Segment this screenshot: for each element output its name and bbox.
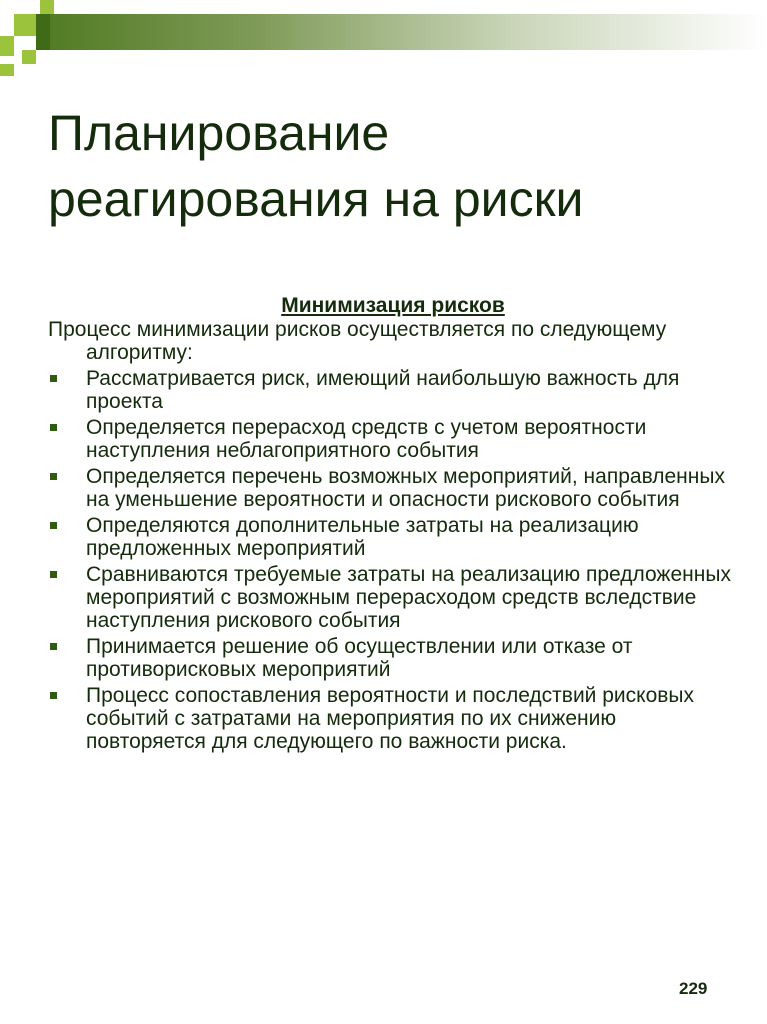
list-item bbox=[48, 367, 738, 413]
square-bullet-icon bbox=[50, 522, 57, 529]
square-bullet-icon bbox=[50, 375, 57, 382]
slide-title-line1: Планирование bbox=[48, 105, 390, 161]
square-bullet-icon bbox=[50, 643, 57, 650]
list-item bbox=[48, 416, 738, 462]
section-subheading: Минимизация рисков bbox=[281, 294, 505, 317]
list-item bbox=[48, 514, 738, 560]
square-bullet-icon bbox=[50, 571, 57, 578]
list-item-text: Сравниваются требуемые затраты на реализацию предложенных мероприятий с возможным перерасходом средств вследствие наступления рискового события bbox=[86, 563, 731, 632]
decor-square bbox=[36, 14, 50, 50]
decor-square bbox=[0, 64, 14, 76]
decor-square bbox=[14, 14, 36, 36]
list-item bbox=[48, 635, 738, 681]
header-gradient-bar bbox=[36, 14, 767, 50]
square-bullet-icon bbox=[50, 473, 57, 480]
list-item-text: Процесс сопоставления вероятности и последствий рисковых событий с затратами на мероприятия по их снижению повторяется для следующего по важности риска. bbox=[86, 684, 695, 753]
header-decoration bbox=[0, 0, 767, 55]
list-item bbox=[48, 684, 738, 753]
slide-title-line2: реагирования на риски bbox=[48, 171, 584, 227]
list-item-text: Принимается решение об осуществлении или отказе от противорисковых мероприятий bbox=[86, 635, 633, 681]
decor-square bbox=[40, 0, 54, 14]
slide-content bbox=[48, 294, 738, 756]
slide-title bbox=[48, 100, 738, 232]
list-item-text: Определяется перечень возможных мероприятий, направленных на уменьшение вероятности и опасности рискового события bbox=[86, 465, 725, 511]
intro-text: Процесс минимизации рисков осуществляется по следующему алгоритму: bbox=[48, 318, 667, 364]
square-bullet-icon bbox=[50, 424, 57, 431]
page-number: 229 bbox=[679, 979, 708, 998]
list-item bbox=[48, 465, 738, 511]
list-item-text: Определяется перерасход средств с учетом вероятности наступления неблагоприятного события bbox=[86, 416, 647, 462]
decor-square bbox=[22, 50, 36, 64]
bullet-list bbox=[48, 367, 738, 753]
list-item-text: Рассматривается риск, имеющий наибольшую важность для проекта bbox=[86, 367, 680, 413]
square-bullet-icon bbox=[50, 692, 57, 699]
list-item bbox=[48, 563, 738, 632]
decor-square bbox=[0, 36, 14, 56]
list-item-text: Определяются дополнительные затраты на реализацию предложенных мероприятий bbox=[86, 514, 639, 560]
